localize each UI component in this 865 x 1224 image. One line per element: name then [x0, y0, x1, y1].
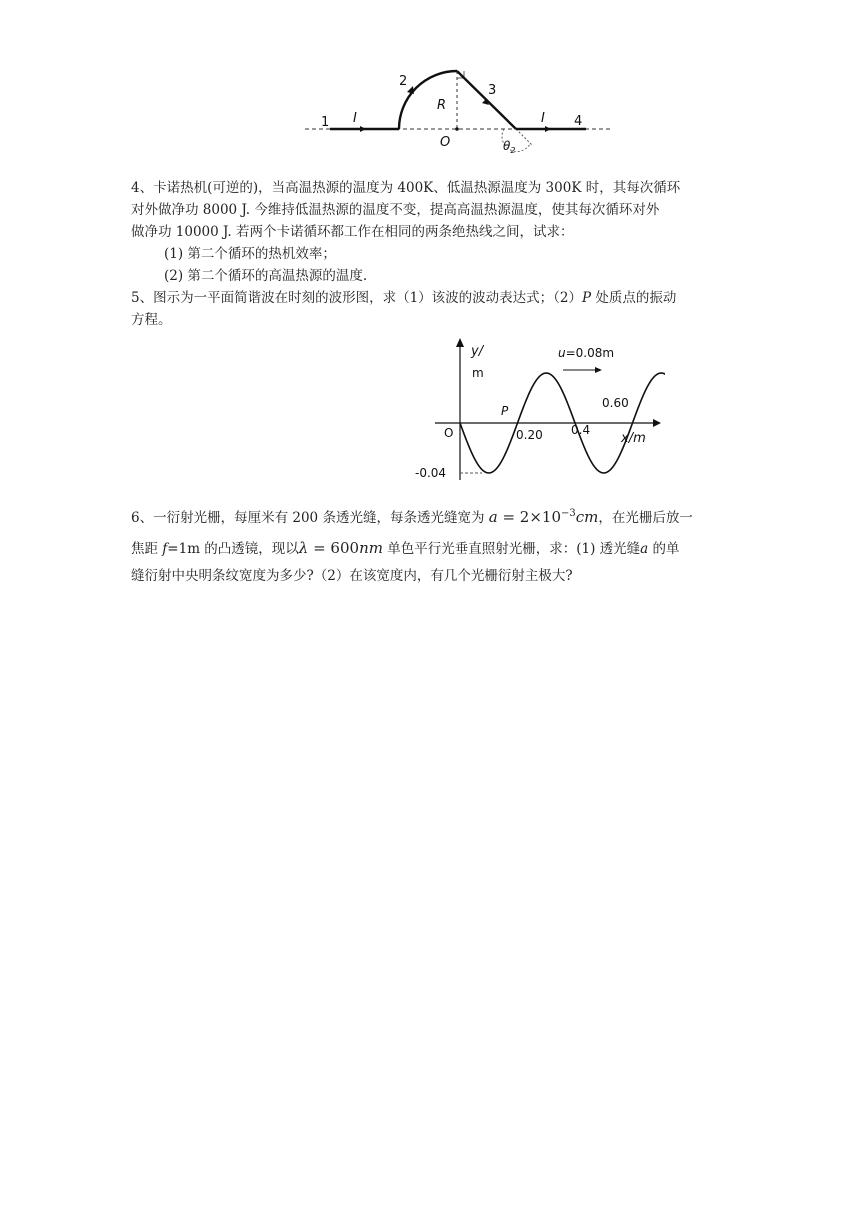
q5-line-2: 方程。 — [131, 312, 172, 328]
current-arrow-2 — [407, 86, 414, 94]
segment-2-arc — [399, 71, 457, 129]
wire-path-diagram — [300, 64, 620, 156]
question-5 — [131, 287, 734, 331]
label-theta: $\theta_2$ — [503, 139, 516, 155]
point-p-label: P — [501, 404, 509, 418]
q6-line-1: 6、一衍射光栅，每厘米有 200 条透光缝，每条透光缝宽为 $a = 2\times 10^{-3}cm$，在光栅后放一 — [131, 508, 693, 526]
current-arrow-4 — [545, 126, 551, 132]
q6-line-2: 焦距 f=1m 的凸透镜，现以λ = 600nm 单色平行光垂直照射光栅，求：(1) 透光缝a 的单 — [131, 539, 680, 557]
tick-label-04: 0.4 — [571, 423, 591, 437]
tick-label-020: 0.20 — [516, 428, 543, 442]
extension-line — [516, 129, 532, 145]
q4-item-1: (1) 第二个循环的热机效率； — [164, 246, 336, 262]
question-6 — [131, 500, 734, 587]
tick-label-060: 0.60 — [602, 396, 629, 410]
q5-line-1: 5、图示为一平面简谐波在时刻的波形图，求（1）该波的波动表达式；（2）P 处质点的振动 — [131, 290, 677, 306]
y-axis-label: y/ — [471, 344, 484, 359]
y-axis-arrow — [456, 338, 464, 347]
label-radius: R — [437, 98, 447, 113]
label-1: 1 — [321, 115, 330, 130]
q4-line-3: 做净功 10000 J. 若两个卡诺循环都工作在相同的两条绝热线之间，试求： — [131, 224, 574, 240]
tick-label-neg004: -0.04 — [415, 466, 447, 480]
x-axis-label: x/m — [621, 431, 646, 446]
q6-line-3: 缝衍射中央明条纹宽度为多少?（2）在该宽度内，有几个光栅衍射主极大? — [131, 568, 573, 584]
slit-width-formula: $a = 2\times 10^{-3}cm$ — [488, 508, 599, 526]
q4-line-1: 4、卡诺热机(可逆的)，当高温热源的温度为 400K、低温热源温度为 300K 时，其每次循环 — [131, 180, 681, 196]
q4-item-2: (2) 第二个循环的高温热源的温度. — [164, 268, 368, 284]
label-current-right: I — [541, 111, 545, 126]
q4-line-2: 对外做净功 8000 J. 今维持低温热源的温度不变，提高高温热源温度，使其每次循环对外 — [131, 202, 660, 218]
speed-label: u=0.08m — [558, 346, 615, 360]
label-4: 4 — [574, 114, 583, 129]
origin-dot — [455, 127, 459, 131]
y-axis-unit: m — [472, 366, 484, 380]
label-origin: O — [440, 135, 451, 150]
label-current-left: I — [353, 111, 357, 126]
question-4 — [131, 177, 734, 287]
current-arrow-1 — [360, 126, 366, 132]
label-2: 2 — [399, 74, 408, 89]
origin-label: O — [444, 426, 454, 440]
x-axis-arrow — [653, 419, 661, 427]
wave-graph — [405, 335, 665, 485]
label-3: 3 — [488, 83, 497, 98]
velocity-arrowhead — [595, 367, 602, 373]
wavelength-formula: λ = 600nm — [298, 539, 383, 557]
